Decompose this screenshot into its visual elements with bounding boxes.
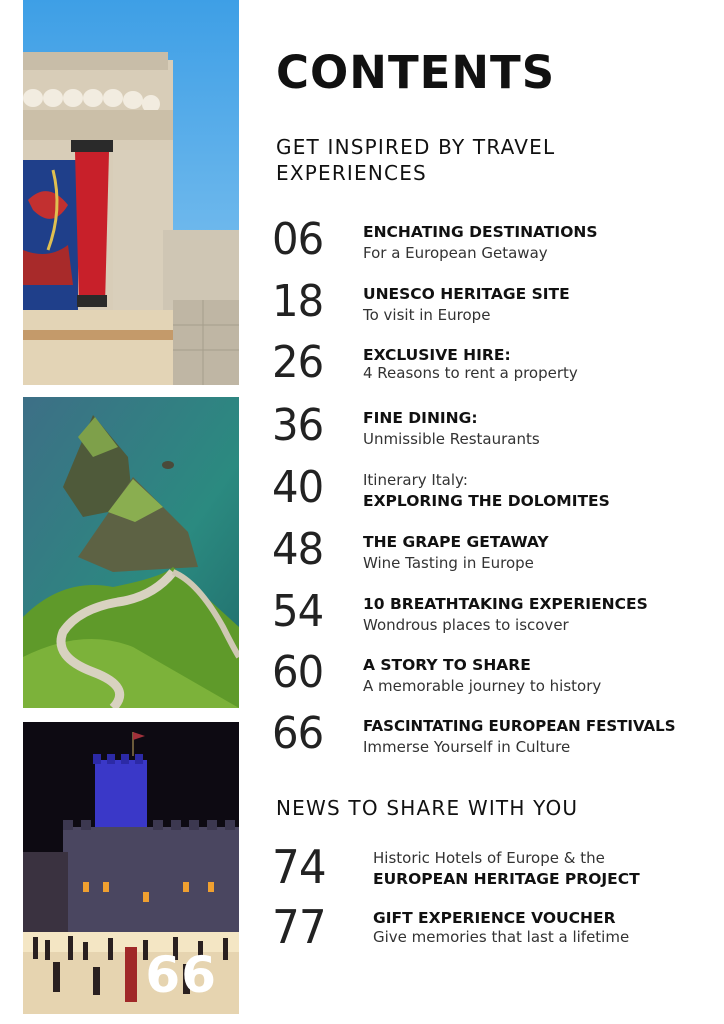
entry-subtitle: To visit in Europe bbox=[363, 306, 491, 324]
entry-title: GIFT EXPERIENCE VOUCHER bbox=[373, 909, 616, 927]
entry-subtitle: Give memories that last a lifetime bbox=[373, 928, 630, 946]
entry-subtitle: Immerse Yourself in Culture bbox=[363, 738, 571, 756]
page-number: 06 bbox=[272, 214, 324, 265]
entry-subtitle: 4 Reasons to rent a property bbox=[363, 364, 578, 382]
page-title: CONTENTS bbox=[276, 46, 556, 99]
entry-subtitle: Unmissible Restaurants bbox=[363, 430, 540, 448]
entry-subtitle: For a European Getaway bbox=[363, 244, 548, 262]
entry-title: FASCINTATING EUROPEAN FESTIVALS bbox=[363, 717, 676, 735]
entry-subtitle: Wine Tasting in Europe bbox=[363, 554, 534, 572]
entry-subtitle: Wondrous places to iscover bbox=[363, 616, 569, 634]
page-number: 36 bbox=[272, 400, 324, 451]
photo-coastal-cliffs bbox=[23, 397, 239, 708]
photo-knossos-palace bbox=[23, 0, 239, 385]
entry-title: FINE DINING: bbox=[363, 409, 478, 427]
entry-title: ENCHATING DESTINATIONS bbox=[363, 223, 598, 241]
page-number: 40 bbox=[272, 462, 324, 513]
page-number: 48 bbox=[272, 524, 324, 575]
entry-subtitle: Historic Hotels of Europe & the bbox=[373, 849, 605, 867]
page-number: 18 bbox=[272, 276, 324, 327]
section-heading-inspired: GET INSPIRED BY TRAVEL EXPERIENCES bbox=[276, 135, 556, 185]
entry-title: THE GRAPE GETAWAY bbox=[363, 533, 549, 551]
entry-title: EUROPEAN HERITAGE PROJECT bbox=[373, 870, 640, 888]
page-number: 74 bbox=[272, 840, 326, 894]
entry-title: A STORY TO SHARE bbox=[363, 656, 531, 674]
entry-title: UNESCO HERITAGE SITE bbox=[363, 285, 570, 303]
photo-night-festival bbox=[23, 722, 239, 1014]
entry-title: EXCLUSIVE HIRE: bbox=[363, 346, 511, 364]
page-number: 54 bbox=[272, 586, 324, 637]
entry-subtitle: Itinerary Italy: bbox=[363, 471, 468, 489]
entry-title: EXPLORING THE DOLOMITES bbox=[363, 492, 610, 510]
page-number: 66 bbox=[272, 708, 324, 759]
page-number: 26 bbox=[272, 337, 324, 388]
entry-title: 10 BREATHTAKING EXPERIENCES bbox=[363, 595, 648, 613]
page-number: 60 bbox=[272, 647, 324, 698]
entry-subtitle: A memorable journey to history bbox=[363, 677, 602, 695]
section-heading-news: NEWS TO SHARE WITH YOU bbox=[276, 796, 579, 820]
page-number: 77 bbox=[272, 900, 326, 954]
photo-page-number: 66 bbox=[145, 946, 217, 1004]
